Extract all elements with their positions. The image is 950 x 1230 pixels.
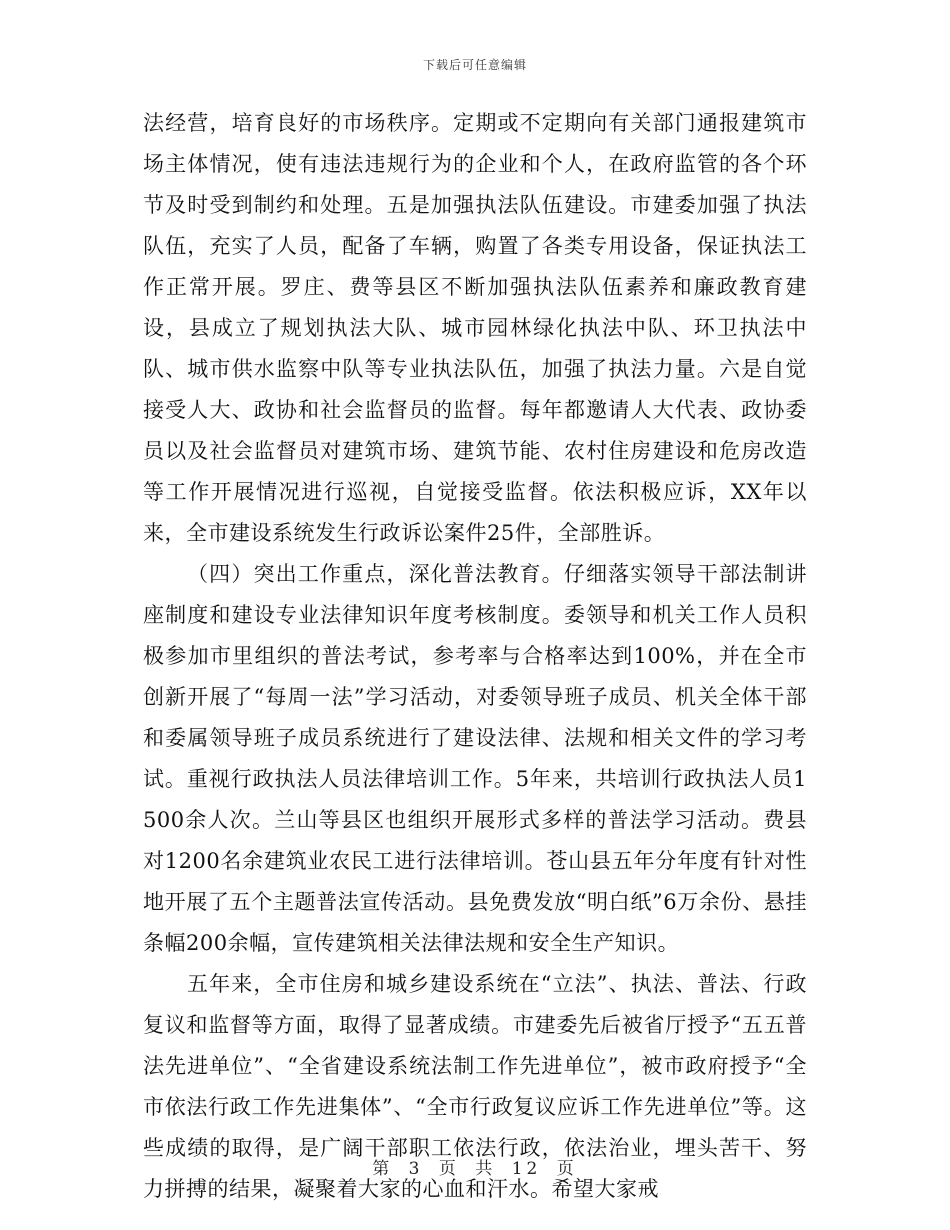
paragraph-3: 五年来，全市住房和城乡建设系统在“立法”、执法、普法、行政复议和监督等方面，取得了显著成绩。市建委先后被省厅授予“五五普法先进单位”、“全省建设系统法制工作先进单位”，被市政府授予“全市依法行政工作先进集体”、“全市行政复议应诉工作先进单位”等。这些成绩的取得，是广阔干部职工依法行政，依法治业，埋头苦干、努力拼搏的结果，凝聚着大家的心血和汗水。希望大家戒 — [143, 972, 807, 1201]
paragraph-2: （四）突出工作重点，深化普法教育。仔细落实领导干部法制讲座制度和建设专业法律知识年度考核制度。委领导和机关工作人员积极参加市里组织的普法考试，参考率与合格率达到100%，并在全市创新开展了“每周一法”学习活动，对委领导班子成员、机关全体干部和委属领导班子成员系统进行了建设法律、法规和相关文件的学习考试。重视行政执法人员法律培训工作。5年来，共培训行政执法人员1500余人次。兰山等县区也组织开展形式多样的普法学习活动。费县对1200名余建筑业农民工进行法律培训。苍山县五年分年度有针对性地开展了五个主题普法宣传活动。县免费发放“明白纸”6万余份、悬挂条幅200余幅，宣传建筑相关法律法规和安全生产知识。 — [143, 562, 807, 955]
page-header: 下载后可任意编辑 — [422, 58, 527, 72]
document-body — [143, 103, 807, 1210]
paragraph-1: 法经营，培育良好的市场秩序。定期或不定期向有关部门通报建筑市场主体情况，使有违法违规行为的企业和个人，在政府监管的各个环节及时受到制约和处理。五是加强执法队伍建设。市建委加强了执法队伍，充实了人员，配备了车辆，购置了各类专用设备，保证执法工作正常开展。罗庄、费等县区不断加强执法队伍素养和廉政教育建设，县成立了规划执法大队、城市园林绿化执法中队、环卫执法中队、城市供水监察中队等专业执法队伍，加强了执法力量。六是自觉接受人大、政协和社会监督员的监督。每年都邀请人大代表、政协委员以及社会监督员对建筑市场、建筑节能、农村住房建设和危房改造等工作开展情况进行巡视，自觉接受监督。依法积极应诉，XX年以来，全市建设系统发生行政诉讼案件25件，全部胜诉。 — [143, 111, 807, 545]
page-footer: 第 3 页 共 12 页 — [372, 1159, 578, 1179]
